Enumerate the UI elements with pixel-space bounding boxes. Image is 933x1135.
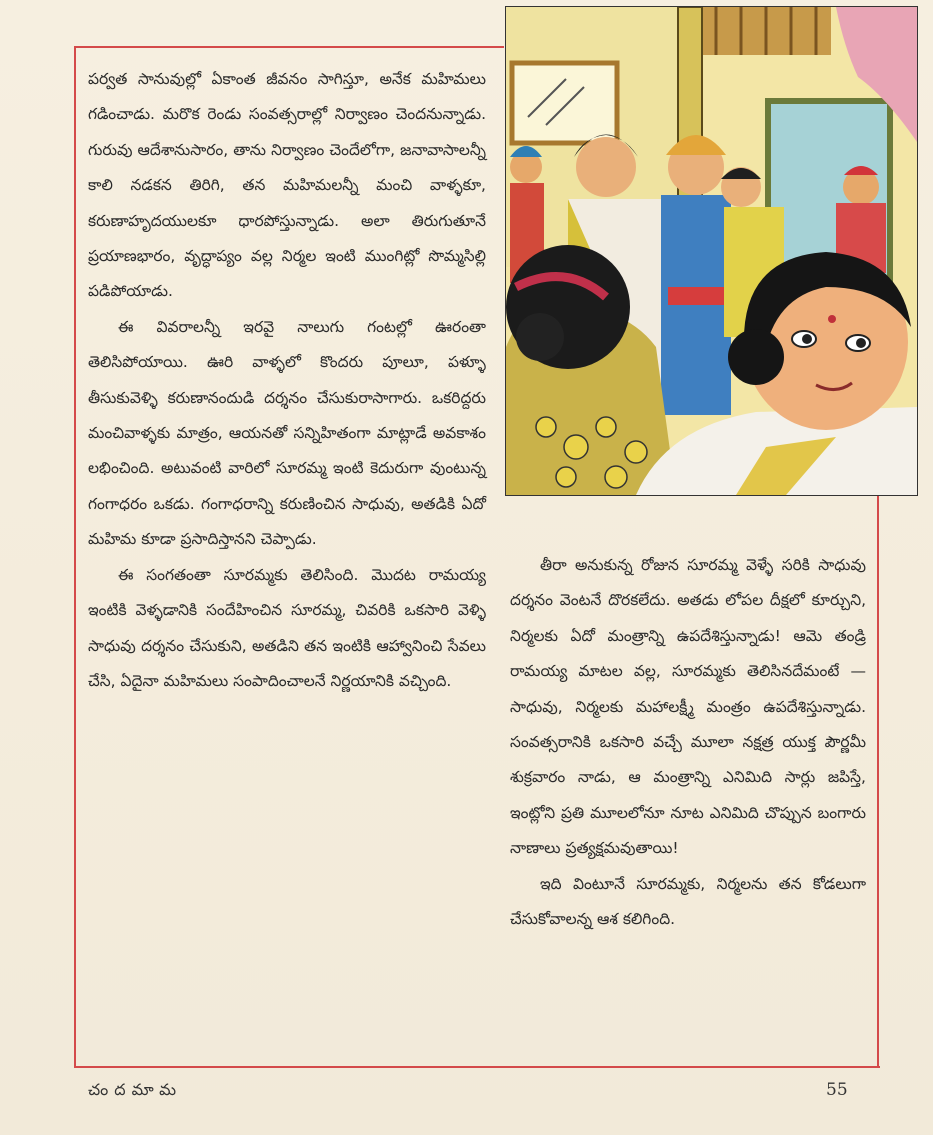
frame-line-right — [877, 494, 879, 1068]
paragraph: తీరా అనుకున్న రోజున సూరమ్మ వెళ్ళే సరికి సాధువు దర్శనం వెంటనే దొరకలేదు. అతడు లోపల దీక్షలో కూర్చుని, నిర్మలకు ఏదో మంత్రాన్ని ఉపదేశిస్తున్నాడు! ఆమె తండ్రి రామయ్య మాటల వల్ల, సూరమ్మకు తెలిసినదేమంటే — సాధువు, నిర్మలకు మహాలక్ష్మీ మంత్రం ఉపదేశిస్తున్నాడు. సంవత్సరానికి ఒకసారి వచ్చే మూలా నక్షత్ర యుక్త పౌర్ణమీ శుక్రవారం నాడు, ఆ మంత్రాన్ని ఎనిమిది సార్లు జపిస్తే, ఇంట్లోని ప్రతి మూలలోనూ నూట ఎనిమిది చొప్పున బంగారు నాణాలు ప్రత్యక్షమవుతాయి! — [510, 556, 866, 858]
right-text-column — [510, 548, 866, 937]
illustration-drawing — [506, 7, 917, 495]
frame-line-left — [74, 46, 76, 1068]
paragraph: ఇది వింటూనే సూరమ్మకు, నిర్మలను తన కోడలుగా చేసుకోవాలన్న ఆశ కలిగింది. — [510, 874, 866, 929]
paragraph: ఈ వివరాలన్నీ ఇరవై నాలుగు గంటల్లో ఊరంతా తెలిసిపోయాయి. ఊరి వాళ్ళలో కొందరు పూలూ, పళ్ళూ తీసుకువెళ్ళి కరుణానందుడి దర్శనం చేసుకురాసాగారు. ఒకరిద్దరు మంచివాళ్ళకు మాత్రం, ఆయనతో సన్నిహితంగా మాట్లాడే అవకాశం లభించింది. అటువంటి వారిలో సూరమ్మ ఇంటి కెదురుగా వుంటున్న గంగాధరం ఒకడు. గంగాధరాన్ని కరుణించిన సాధువు, అతడికి ఏదో మహిమ కూడా ప్రసాదిస్తానని చెప్పాడు. — [88, 317, 486, 549]
magazine-name: చందమామ — [88, 1080, 183, 1099]
page-number: 55 — [826, 1080, 848, 1100]
frame-line-bottom — [74, 1066, 880, 1068]
paragraph: ఈ సంగతంతా సూరమ్మకు తెలిసింది. మొదట రామయ్య ఇంటికి వెళ్ళడానికి సందేహించిన సూరమ్మ, చివరికి ఒకసారి వెళ్ళి సాధువు దర్శనం చేసుకుని, అతడిని తన ఇంటికి ఆహ్వానించి సేవలు చేసి, ఏదైనా మహిమలు సంపాదించాలనే నిర్ణయానికి వచ్చింది. — [88, 565, 486, 690]
story-illustration — [505, 6, 918, 496]
left-text-column — [88, 62, 486, 699]
frame-line-top — [74, 46, 504, 48]
paragraph: పర్వత సానువుల్లో ఏకాంత జీవనం సాగిస్తూ, అనేక మహిమలు గడించాడు. మరొక రెండు సంవత్సరాల్లో నిర్వాణం చెందనున్నాడు. గురువు ఆదేశానుసారం, తాను నిర్వాణం చెందేలోగా, జనావాసాలన్నీ కాలి నడకన తిరిగి, తన మహిమలన్నీ మంచి వాళ్ళకూ, కరుణాహృదయులకూ ధారపోస్తున్నాడు. అలా తిరుగుతూనే ప్రయాణభారం, వృద్ధాప్యం వల్ల నిర్మల ఇంటి ముంగిట్లో సొమ్మసిల్లి పడిపోయాడు. — [88, 70, 486, 301]
